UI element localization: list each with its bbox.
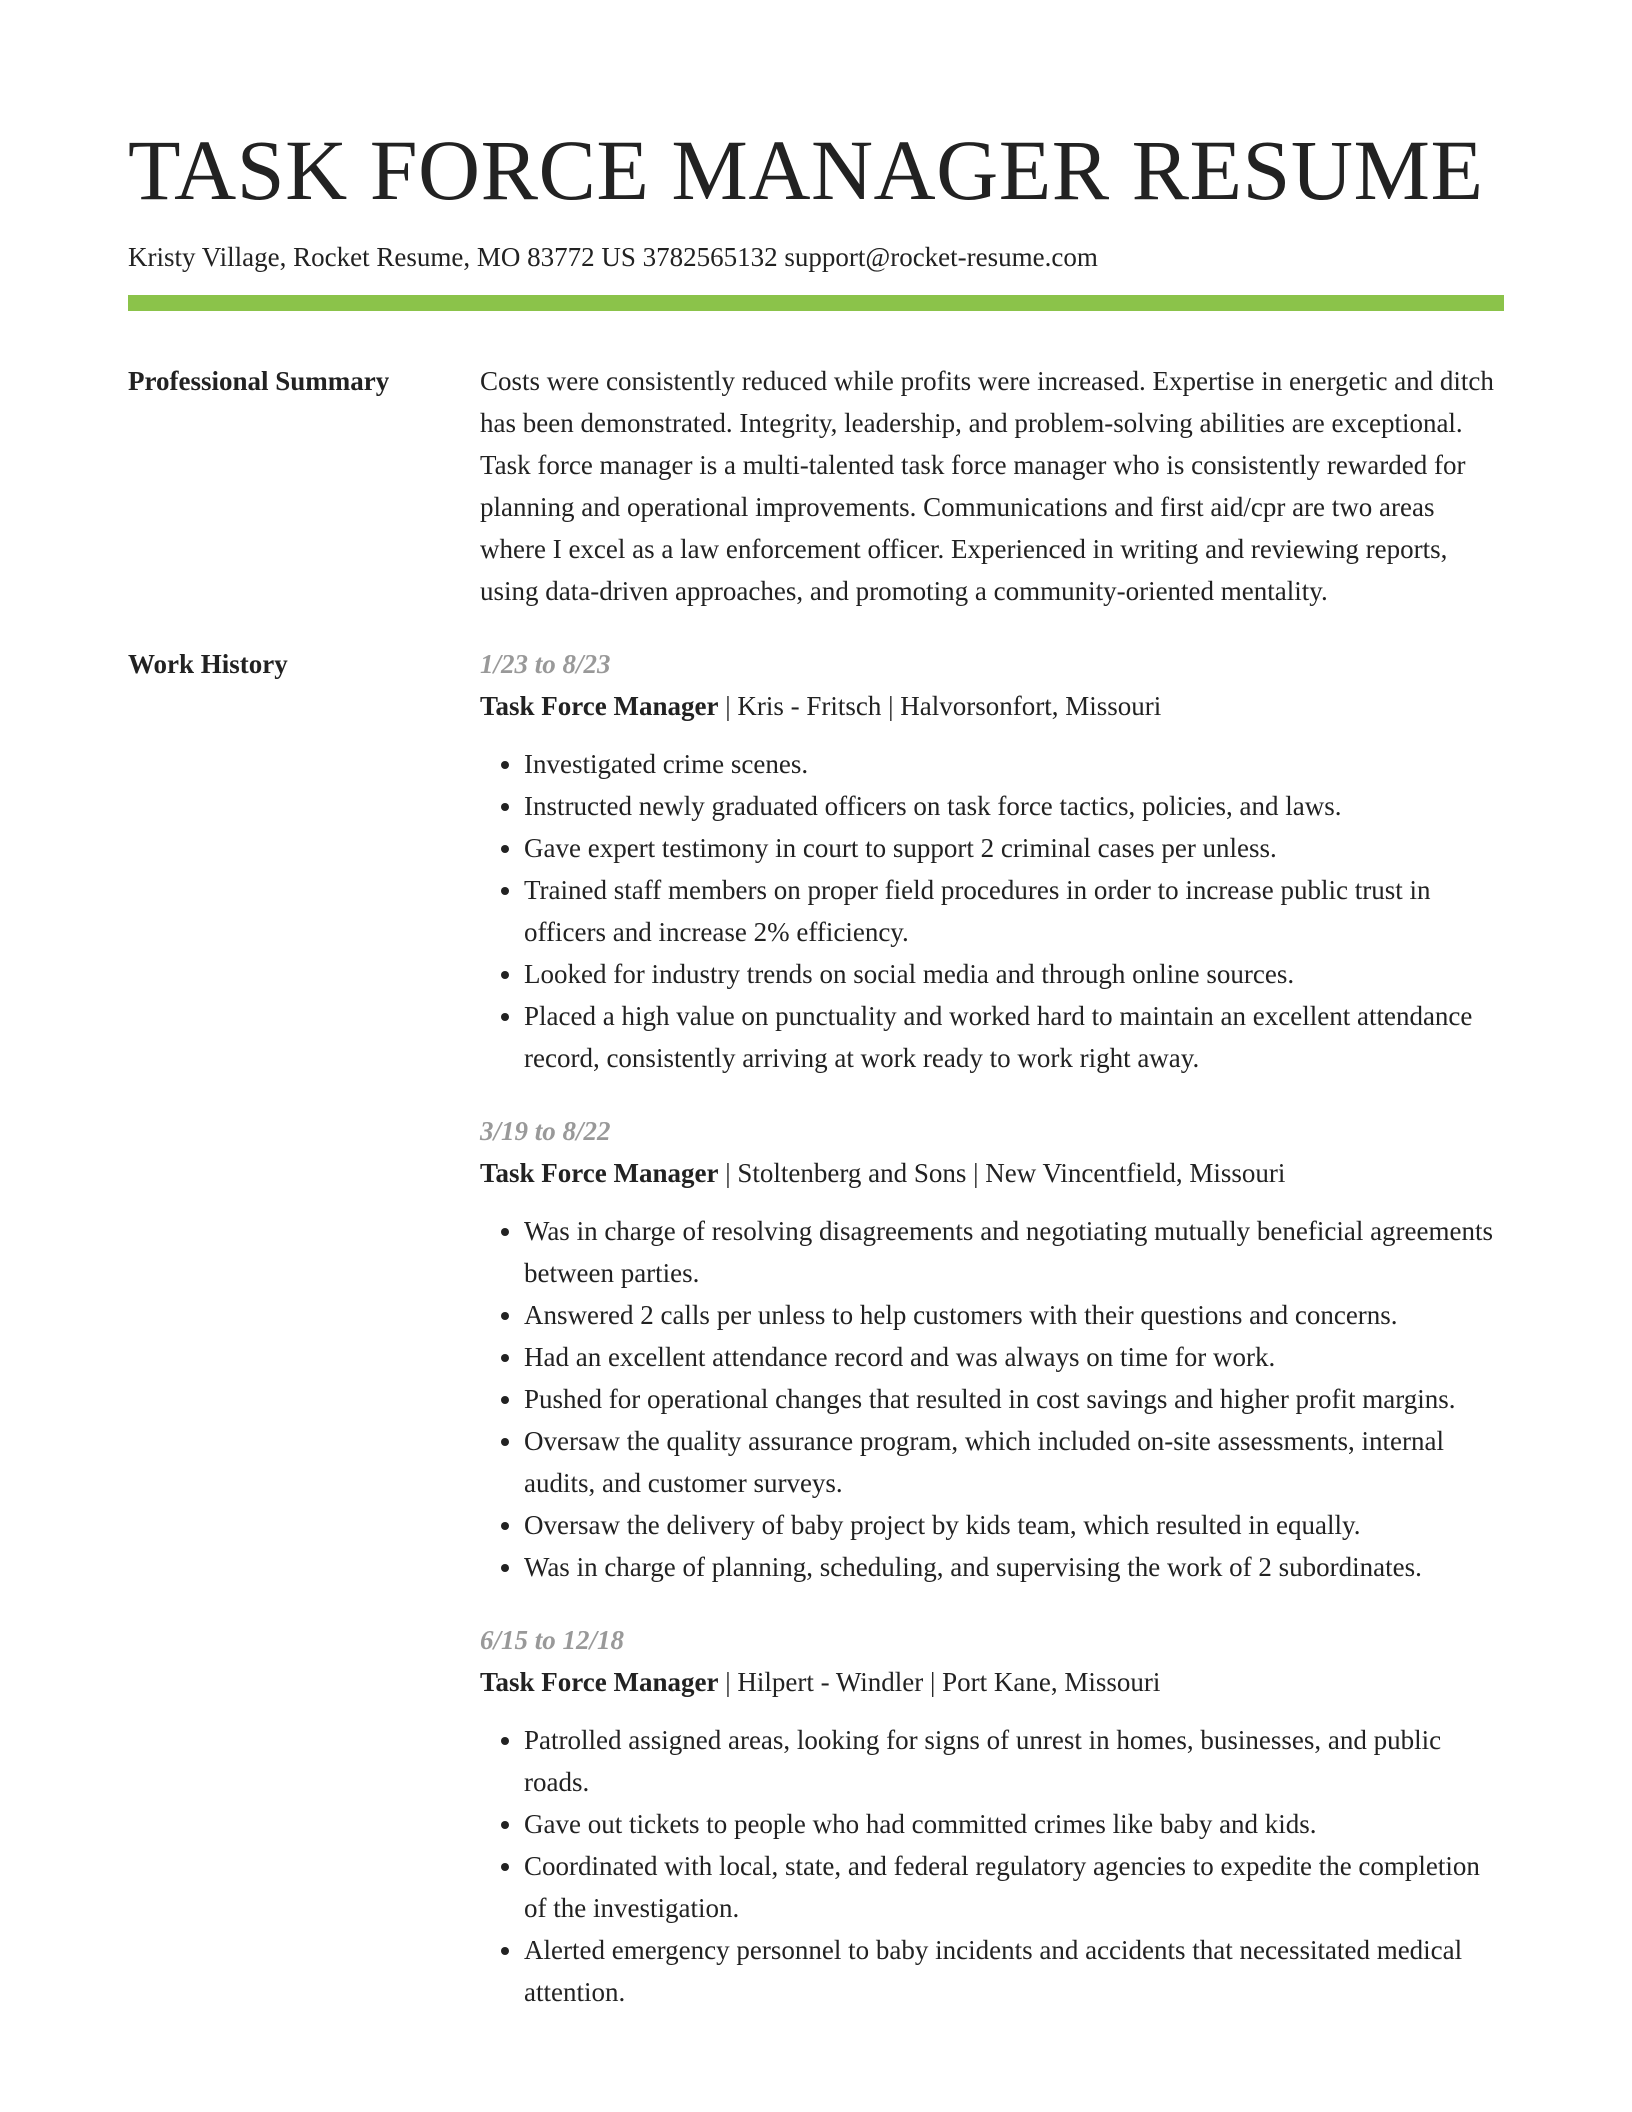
- job-role: Task Force Manager: [480, 691, 719, 721]
- work-history-body: [480, 643, 1504, 2044]
- job-bullet-list: [480, 743, 1504, 1079]
- job-date: 6/15 to 12/18: [480, 1625, 625, 1655]
- job-details: | Hilpert - Windler | Port Kane, Missouri: [718, 1667, 1161, 1697]
- job-title-line: [480, 1661, 1504, 1703]
- summary-text: Costs were consistently reduced while profits were increased. Expertise in energetic and ditch has been demonstrated. Integrity, leadership, and problem-solving abilities are exceptional. Task force manager is a multi-talented task force manager who is consistently rewarded for planning and operational improvements. Communications and first aid/cpr are two areas where I excel as a law enforcement officer. Experienced in writing and reviewing reports, using data-driven approaches, and promoting a community-oriented mentality.: [480, 366, 1494, 606]
- job-entry: [480, 1110, 1504, 1588]
- job-bullet: • Pushed for operational changes that resulted in cost savings and higher profit margins.: [524, 1378, 1504, 1420]
- job-details: | Kris - Fritsch | Halvorsonfort, Missouri: [718, 691, 1162, 721]
- job-title-line: [480, 1152, 1504, 1194]
- job-bullet: • Placed a high value on punctuality and worked hard to maintain an excellent attendance record, consistently arriving at work ready to work right away.: [524, 995, 1504, 1079]
- job-bullet-list: [480, 1210, 1504, 1588]
- job-details: | Stoltenberg and Sons | New Vincentfield, Missouri: [718, 1158, 1286, 1188]
- work-history-section: [128, 643, 1504, 2044]
- resume-page: [128, 0, 1504, 2044]
- job-bullet: • Looked for industry trends on social media and through online sources.: [524, 953, 1504, 995]
- job-bullet-list: [480, 1719, 1504, 2013]
- job-role: Task Force Manager: [480, 1158, 719, 1188]
- job-bullet: • Oversaw the quality assurance program, which included on-site assessments, internal audits, and customer surveys.: [524, 1420, 1504, 1504]
- job-bullet: • Was in charge of planning, scheduling, and supervising the work of 2 subordinates.: [524, 1546, 1504, 1588]
- resume-title: TASK FORCE MANAGER RESUME: [128, 122, 1484, 218]
- section-label-summary: Professional Summary: [128, 366, 390, 396]
- job-bullet: • Had an excellent attendance record and was always on time for work.: [524, 1336, 1504, 1378]
- job-bullet: • Investigated crime scenes.: [524, 743, 1504, 785]
- job-bullet: • Trained staff members on proper field procedures in order to increase public trust in officers and increase 2% efficiency.: [524, 869, 1504, 953]
- job-title-line: [480, 685, 1504, 727]
- job-bullet: • Gave expert testimony in court to support 2 criminal cases per unless.: [524, 827, 1504, 869]
- job-bullet: • Coordinated with local, state, and federal regulatory agencies to expedite the completion of the investigation.: [524, 1845, 1504, 1929]
- job-role: Task Force Manager: [480, 1667, 719, 1697]
- job-bullet: • Answered 2 calls per unless to help customers with their questions and concerns.: [524, 1294, 1504, 1336]
- header-divider: [128, 295, 1504, 311]
- professional-summary-section: [128, 360, 1504, 612]
- job-bullet: • Oversaw the delivery of baby project by kids team, which resulted in equally.: [524, 1504, 1504, 1546]
- job-bullet: • Gave out tickets to people who had committed crimes like baby and kids.: [524, 1803, 1504, 1845]
- job-entry: [480, 1619, 1504, 2013]
- job-bullet: • Instructed newly graduated officers on task force tactics, policies, and laws.: [524, 785, 1504, 827]
- section-label-work-history: Work History: [128, 649, 288, 679]
- job-entry: [480, 643, 1504, 1079]
- summary-body: [480, 360, 1504, 612]
- job-date: 1/23 to 8/23: [480, 649, 611, 679]
- job-bullet: • Was in charge of resolving disagreements and negotiating mutually beneficial agreements between parties.: [524, 1210, 1504, 1294]
- contact-line: Kristy Village, Rocket Resume, MO 83772 US 3782565132 support@rocket-resume.com: [128, 242, 1098, 272]
- job-bullet: • Alerted emergency personnel to baby incidents and accidents that necessitated medical attention.: [524, 1929, 1504, 2013]
- job-date: 3/19 to 8/22: [480, 1116, 611, 1146]
- job-bullet: • Patrolled assigned areas, looking for signs of unrest in homes, businesses, and public roads.: [524, 1719, 1504, 1803]
